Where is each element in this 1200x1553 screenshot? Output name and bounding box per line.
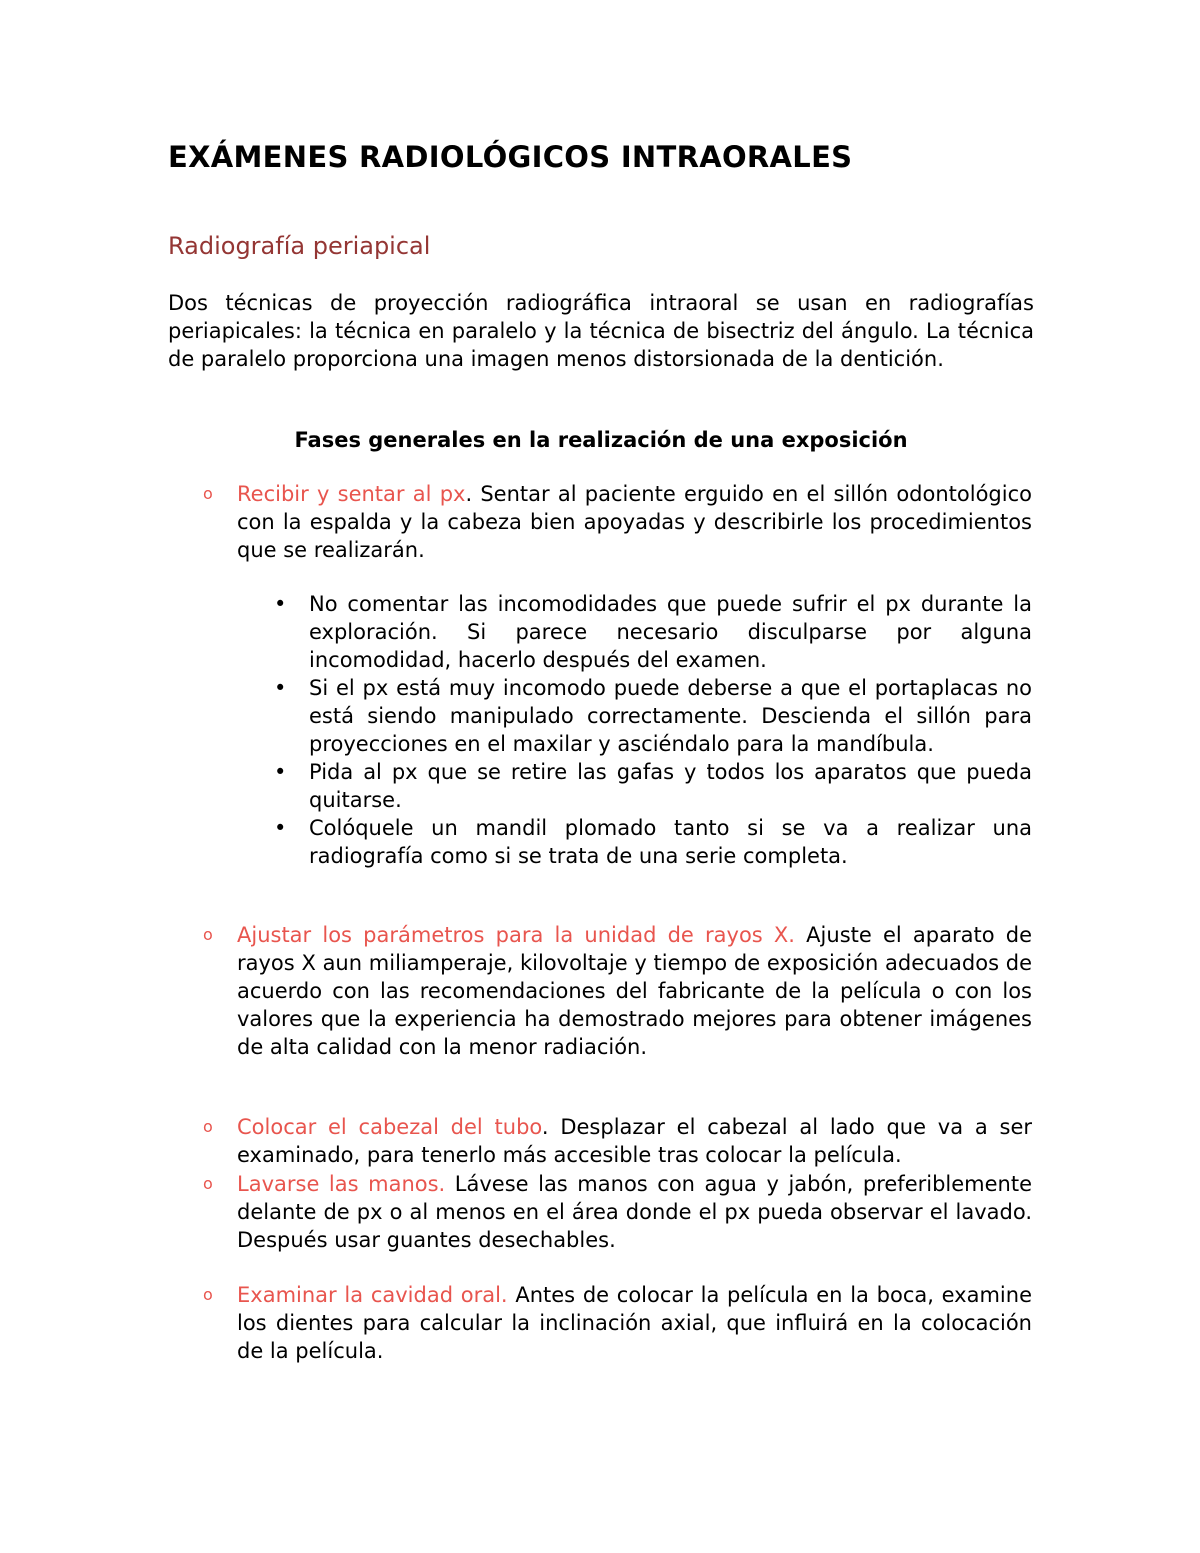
bullet-text: No comentar las incomodidades que puede sufrir el px durante la exploración. Si parece necesario disculparse por alguna incomodidad, hacerlo después del examen. [309,592,1032,672]
bullet-text: Colóquele un mandil plomado tanto si se va a realizar una radiografía como si se trata de una serie completa. [309,816,1032,868]
bullet-icon: • [274,592,287,616]
step-description: . Sentar al paciente erguido en el sillón odontológico con la espalda y la cabeza bien apoyadas y describirle los procedimientos que se realizarán. [237,482,1032,562]
intro-paragraph: Dos técnicas de proyección radiográfica intraoral se usan en radiografías periapicales: la técnica en paralelo y la técnica de bisectriz del ángulo. La técnica de paralelo proporciona una imagen menos distorsionada de la dentición. [168,291,1034,371]
step-text [237,480,1032,564]
circle-bullet-icon: o [203,925,213,944]
document-title: EXÁMENES RADIOLÓGICOS INTRAORALES [168,140,853,174]
step-description: . Desplazar el cabezal al lado que va a ser examinado, para tenerlo más accesible tras colocar la película. [237,1115,1032,1167]
list-item [168,758,1034,814]
step-label: Examinar la cavidad oral. [237,1283,508,1307]
step-label: Ajustar los parámetros para la unidad de rayos X. [237,923,795,947]
circle-bullet-icon: o [203,484,213,503]
step-label: Recibir y sentar al px [237,482,466,506]
step-text [237,1281,1032,1365]
bullet-text: Pida al px que se retire las gafas y todos los aparatos que pueda quitarse. [309,760,1032,812]
bullet-text: Si el px está muy incomodo puede deberse a que el portaplacas no está siendo manipulado correctamente. Descienda el sillón para proyecciones en el maxilar y asciéndalo para la mandíbula. [309,676,1032,756]
list-item [168,674,1034,758]
list-item [168,590,1034,674]
step-label: Colocar el cabezal del tubo [237,1115,542,1139]
bullet-icon: • [274,676,287,700]
phases-title: Fases generales en la realización de una exposición [294,428,908,452]
step-description: Antes de colocar la película en la boca, examine los dientes para calcular la inclinación axial, que influirá en la colocación de la película. [237,1283,1032,1363]
step-description: Lávese las manos con agua y jabón, preferiblemente delante de px o al menos en el área donde el px pueda observar el lavado. Después usar guantes desechables. [237,1172,1033,1252]
step-description: Ajuste el aparato de rayos X aun miliamperaje, kilovoltaje y tiempo de exposición adecuados de acuerdo con las recomendaciones del fabricante de la película o con los valores que la experiencia ha demostrado mejores para obtener imágenes de alta calidad con la menor radiación. [237,923,1033,1059]
circle-bullet-icon: o [203,1174,213,1193]
step-text [237,1113,1032,1169]
document-page [168,0,1034,1553]
bullet-list [168,590,1034,870]
list-item [168,814,1034,870]
step-text [237,921,1032,1061]
step-text [237,1170,1032,1254]
circle-bullet-icon: o [203,1117,213,1136]
step-label: Lavarse las manos. [237,1172,446,1196]
bullet-icon: • [274,816,287,840]
bullet-icon: • [274,760,287,784]
section-heading: Radiografía periapical [168,232,431,260]
circle-bullet-icon: o [203,1285,213,1304]
